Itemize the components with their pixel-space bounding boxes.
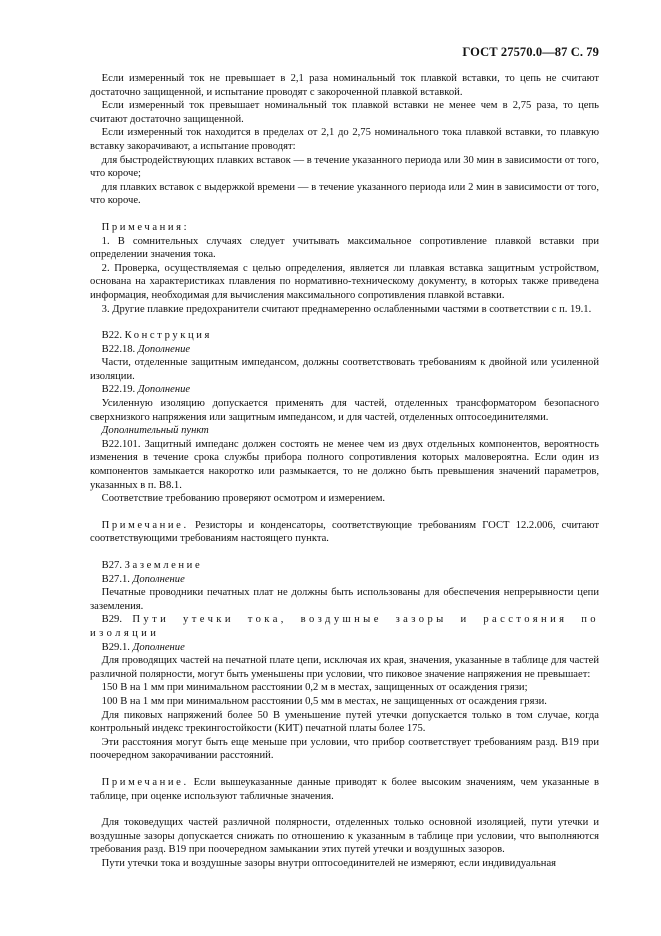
paragraph: для быстродействующих плавких вставок — в течение указанного периода или 30 мин в зависимости от того, что короче; [90,154,599,180]
paragraph: 100 В на 1 мм при минимальном расстоянии 0,5 мм в местах, не защищенных от осаждения грязи. [101,695,547,707]
note-item: 3. Другие плавкие предохранители считают преднамеренно ослабленными частями в соответствии с п. 19.1. [101,303,592,315]
note: Примечание. Резисторы и конденсаторы, соответствующие требованиям ГОСТ 12.2.006, считают соответствующими требованиям настоящего пункта. [90,519,599,545]
paragraph: Для пиковых напряжений более 50 В уменьшение путей утечки допускается только в том случае, когда контрольный индекс трекингостойкости (КИТ) печатной платы более 175. [90,709,599,735]
section-heading-b22: В22. Конструкция [101,330,213,342]
clause-heading: В22.19. Дополнение [101,384,191,396]
clause-heading: В29.1. Дополнение [101,641,185,653]
note-item: 1. В сомнительных случаях следует учитывать максимальное сопротивление плавкой вставки при определении значения тока. [90,235,599,261]
paragraph: В22.101. Защитный импеданс должен состоять не менее чем из двух отдельных компонентов, вероятность изменения в течение срока службы прибора полного сопротивления которых маловероятна. Если один из компонентов замыкается накоротко или размыкается, то не должно быть превышения значений параметров, указанных в п. В8.1. [90,438,599,491]
note-item: 2. Проверка, осуществляемая с целью определения, является ли плавкая вставка защитным устройством, основана на характеристиках плавления по нормативно-техническому документу, в которых также приведена информация, необходимая для вычисления максимального сопротивления плавкой вставки. [90,262,599,301]
section-heading-b27: В27. Заземление [101,560,203,571]
paragraph: Если измеренный ток не превышает в 2,1 раза номинальный ток плавкой вставки, то цепь не считают достаточно защищенной, и испытание проводят с закороченной плавкой вставкой. [90,73,599,98]
paragraph: Печатные проводники печатных плат не должны быть использованы для обеспечения непрерывности цепи заземления. [90,587,599,612]
document-body [90,72,599,870]
paragraph: Эти расстояния могут быть еще меньше при условии, что прибор соответствует требованиям разд. В19 при поочередном закорачивании расстояний. [90,736,599,762]
section-heading-b29: В29. Пути утечки тока, воздушные зазоры и расстояния по изоляции [90,614,599,639]
paragraph: Части, отделенные защитным импедансом, должны соответствовать требованиям к двойной или усиленной изоляции. [90,357,599,382]
clause-heading: В27.1. Дополнение [101,573,185,585]
paragraph: Соответствие требованию проверяют осмотром и измерением. [101,493,386,505]
note: Примечание. Если вышеуказанные данные приводят к более высоким значениям, чем указанные в таблице, при оценке используют табличные значения. [90,776,599,802]
notes-heading: Примечания: [101,221,190,233]
paragraph: Если измеренный ток находится в пределах от 2,1 до 2,75 номинального тока плавкой вставки, то плавкую вставку закорачивают, а испытание проводят: [90,127,599,152]
paragraph: для плавких вставок с выдержкой времени — в течение указанного периода или 2 мин в зависимости от того, что короче. [90,181,599,207]
paragraph: Для проводящих частей на печатной плате цепи, исключая их края, значения, указанные в таблице для частей различной полярности, могут быть уменьшены при условии, что пиковое значение напряжения не превышает: [90,655,599,680]
paragraph: Пути утечки тока и воздушные зазоры внутри оптосоединителей не измеряют, если индивидуальная [101,857,557,869]
paragraph: 150 В на 1 мм при минимальном расстоянии 0,2 м в местах, защищенных от осаждения грязи; [101,682,528,694]
paragraph: Усиленную изоляцию допускается применять для частей, отделенных трансформатором безопасного сверхнизкого напряжения или защитным импедансом, и для частей, отделенных оптосоединителями. [90,398,599,423]
paragraph: Если измеренный ток превышает номинальный ток плавкой вставки не менее чем в 2,75 раза, то цепь считают достаточно защищенной. [90,100,599,125]
clause-heading: В22.18. Дополнение [101,343,191,355]
paragraph: Для токоведущих частей различной полярности, отделенных только основной изоляцией, пути утечки и воздушные зазоры допускается снижать по отношению к указанным в таблице при условии, что выполняются требования разд. В19 при поочередном замыкании этих путей утечки и воздушных зазоров. [90,817,599,856]
clause-heading: Дополнительный пункт [101,425,209,437]
page-header: ГОСТ 27570.0—87 С. 79 [462,45,599,59]
